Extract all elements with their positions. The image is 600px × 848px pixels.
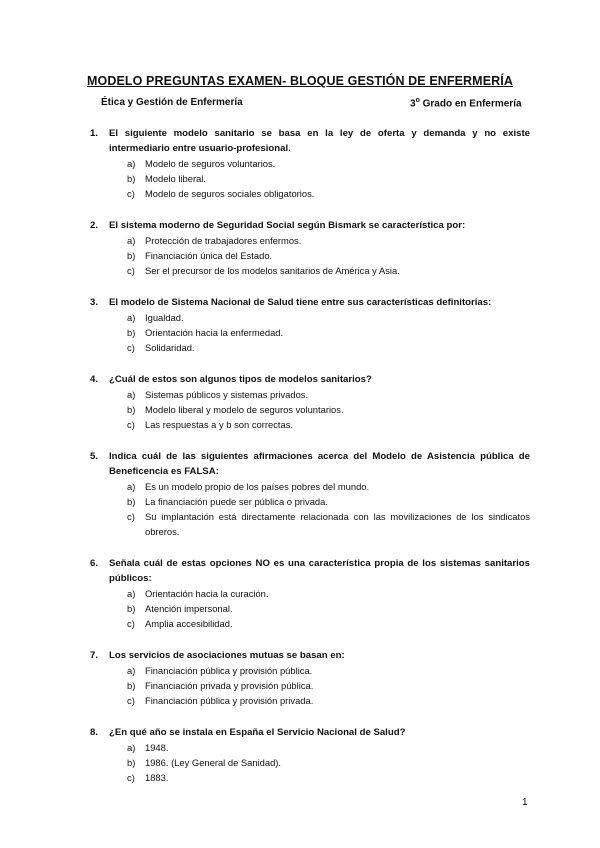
- question-header: [90, 725, 530, 740]
- option-text: Igualdad.: [145, 312, 184, 323]
- option-text: La financiación puede ser pública o privada.: [145, 496, 328, 507]
- question-7: [90, 648, 530, 725]
- option-c: [90, 263, 530, 278]
- option-text: Protección de trabajadores enfermos.: [145, 235, 302, 246]
- question-1: [90, 126, 530, 218]
- option-b: [90, 494, 530, 509]
- page-number: 1: [522, 797, 528, 808]
- subject-label: Ética y Gestión de Enfermería: [101, 97, 243, 108]
- option-text: Atención impersonal.: [145, 603, 233, 614]
- option-a: [90, 233, 530, 248]
- course-label: [410, 97, 522, 109]
- question-header: [90, 449, 530, 479]
- option-text: Modelo liberal y modelo de seguros voluntarios.: [145, 404, 344, 415]
- option-letter: b): [127, 173, 136, 184]
- question-8: [90, 725, 530, 785]
- option-letter: b): [127, 250, 136, 261]
- option-a: [90, 310, 530, 325]
- option-text: Sistemas públicos y sistemas privados.: [145, 389, 309, 400]
- option-text: Es un modelo propio de los países pobres del mundo.: [145, 481, 370, 492]
- option-list: [90, 479, 530, 539]
- option-letter: a): [127, 481, 136, 492]
- question-header: [90, 126, 530, 156]
- question-number: 6.: [90, 558, 99, 569]
- question-5: [90, 449, 530, 556]
- option-b: [90, 248, 530, 263]
- option-letter: a): [127, 235, 136, 246]
- question-text: ¿En qué año se instala en España el Servicio Nacional de Salud?: [109, 727, 406, 738]
- question-number: 1.: [90, 128, 99, 139]
- option-letter: a): [127, 158, 136, 169]
- question-text: El sistema moderno de Seguridad Social según Bismark se característica por:: [109, 220, 466, 231]
- document-title: MODELO PREGUNTAS EXAMEN- BLOQUE GESTIÓN DE ENFERMERÍA: [87, 74, 513, 88]
- option-text: Modelo liberal.: [145, 173, 206, 184]
- option-b: [90, 171, 530, 186]
- option-b: [90, 755, 530, 770]
- option-list: [90, 310, 530, 355]
- question-number: 8.: [90, 727, 99, 738]
- option-text: 1883.: [145, 772, 169, 783]
- option-letter: c): [127, 342, 135, 353]
- option-text: Su implantación está directamente relacionada con las movilizaciones de los sindicatos obreros.: [145, 511, 530, 537]
- option-b: [90, 601, 530, 616]
- option-c: [90, 417, 530, 432]
- option-b: [90, 678, 530, 693]
- option-a: [90, 156, 530, 171]
- question-text: ¿Cuál de estos son algunos tipos de modelos sanitarios?: [109, 374, 372, 385]
- option-letter: c): [127, 618, 135, 629]
- option-list: [90, 233, 530, 278]
- question-header: [90, 295, 530, 310]
- question-number: 7.: [90, 650, 99, 661]
- option-text: Orientación hacia la curación.: [145, 588, 269, 599]
- question-text: El siguiente modelo sanitario se basa en la ley de oferta y demanda y no existe intermediario entre usuario-profesional.: [109, 128, 530, 154]
- option-text: Financiación pública y provisión privada.: [145, 695, 314, 706]
- option-letter: b): [127, 404, 136, 415]
- question-3: [90, 295, 530, 372]
- option-letter: b): [127, 327, 136, 338]
- option-text: Financiación privada y provisión pública.: [145, 680, 314, 691]
- question-number: 2.: [90, 220, 99, 231]
- option-letter: a): [127, 742, 136, 753]
- option-list: [90, 740, 530, 785]
- option-letter: b): [127, 757, 136, 768]
- option-letter: c): [127, 419, 135, 430]
- option-text: Financiación única del Estado.: [145, 250, 273, 261]
- option-c: [90, 770, 530, 785]
- question-number: 3.: [90, 297, 99, 308]
- option-a: [90, 740, 530, 755]
- question-text: Señala cuál de estas opciones NO es una característica propia de los sistemas sanitarios públicos:: [109, 558, 530, 584]
- option-letter: a): [127, 588, 136, 599]
- option-text: Financiación pública y provisión pública.: [145, 665, 313, 676]
- option-letter: a): [127, 312, 136, 323]
- option-text: 1986. (Ley General de Sanidad).: [145, 757, 282, 768]
- question-text: Indica cuál de las siguientes afirmaciones acerca del Modelo de Asistencia pública de Beneficencia es FALSA:: [109, 451, 530, 477]
- question-2: [90, 218, 530, 295]
- option-text: Las respuestas a y b son correctas.: [145, 419, 293, 430]
- question-text: Los servicios de asociaciones mutuas se basan en:: [109, 650, 345, 661]
- option-letter: b): [127, 603, 136, 614]
- option-text: Orientación hacia la enfermedad.: [145, 327, 284, 338]
- option-c: [90, 186, 530, 201]
- option-letter: c): [127, 265, 135, 276]
- question-header: [90, 648, 530, 663]
- option-letter: b): [127, 496, 136, 507]
- option-c: [90, 693, 530, 708]
- option-text: Modelo de seguros voluntarios.: [145, 158, 276, 169]
- option-list: [90, 387, 530, 432]
- option-c: [90, 616, 530, 631]
- option-a: [90, 387, 530, 402]
- question-header: [90, 372, 530, 387]
- option-a: [90, 479, 530, 494]
- option-a: [90, 663, 530, 678]
- question-number: 4.: [90, 374, 99, 385]
- option-text: 1948.: [145, 742, 169, 753]
- option-list: [90, 663, 530, 708]
- question-text: El modelo de Sistema Nacional de Salud tiene entre sus características definitorias:: [109, 297, 492, 308]
- option-a: [90, 586, 530, 601]
- question-number: 5.: [90, 451, 99, 462]
- option-text: Ser el precursor de los modelos sanitarios de América y Asia.: [145, 265, 400, 276]
- course-text: Grado en Enfermería: [419, 98, 522, 110]
- question-header: [90, 556, 530, 586]
- course-superscript: o: [415, 97, 420, 104]
- option-text: Amplia accesibilidad.: [145, 618, 233, 629]
- option-letter: c): [127, 188, 135, 199]
- option-letter: c): [127, 772, 135, 783]
- option-text: Solidaridad.: [145, 342, 195, 353]
- option-b: [90, 402, 530, 417]
- option-list: [90, 156, 530, 201]
- option-c: [90, 509, 530, 539]
- option-letter: c): [127, 695, 135, 706]
- option-letter: b): [127, 680, 136, 691]
- option-c: [90, 340, 530, 355]
- option-letter: a): [127, 665, 136, 676]
- option-b: [90, 325, 530, 340]
- option-list: [90, 586, 530, 631]
- question-6: [90, 556, 530, 648]
- question-header: [90, 218, 530, 233]
- question-4: [90, 372, 530, 449]
- option-text: Modelo de seguros sociales obligatorios.: [145, 188, 315, 199]
- option-letter: c): [127, 511, 135, 522]
- course-number: 3: [410, 98, 416, 110]
- option-letter: a): [127, 389, 136, 400]
- question-list: [90, 126, 530, 785]
